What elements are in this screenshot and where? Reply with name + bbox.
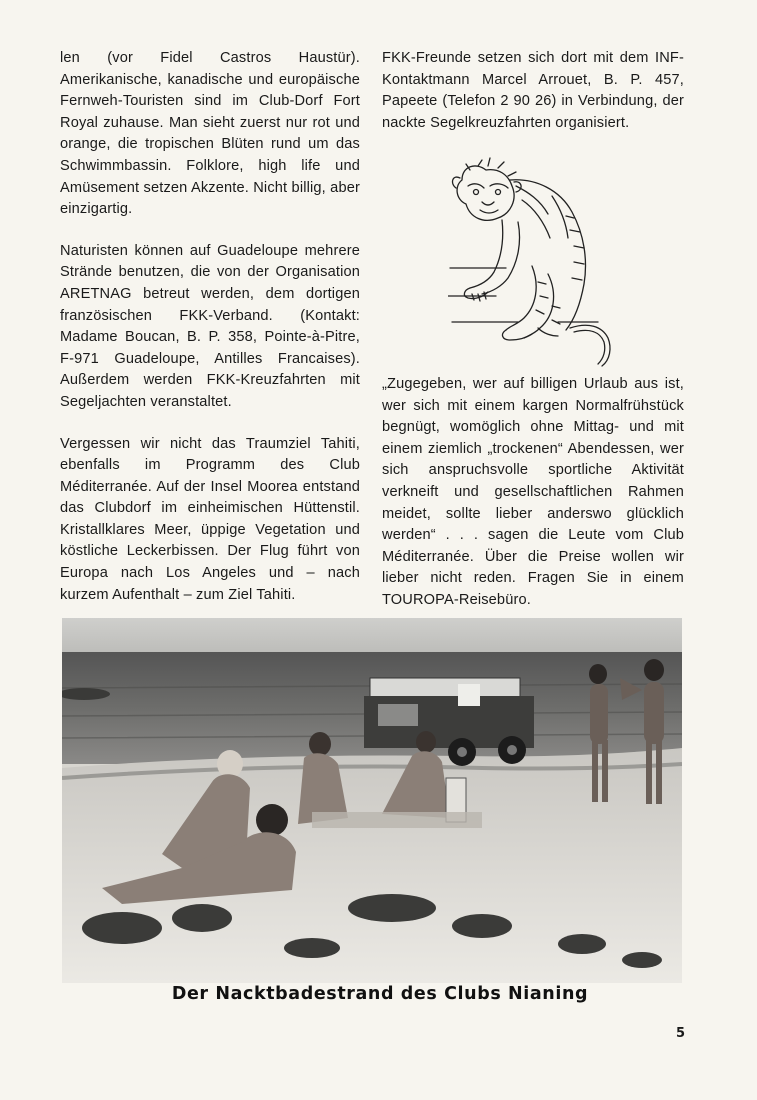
right-text-column (382, 48, 684, 154)
left-text-column (60, 48, 360, 626)
paragraph-tahiti: Vergessen wir nicht das Traumziel Tahiti, ebenfalls im Programm des Club Méditerranée. Auf der Insel Moorea entstand das Clubdorf im einheimischen Hüttenstil. Kristallklares Meer, üppige Vegetation und köstliche Leckerbissen. Der Flug führt von Europa nach Los Angeles und – nach kurzem Aufenthalt – zum Ziel Tahiti. (60, 435, 360, 603)
page-number: 5 (676, 1026, 686, 1041)
quote-paragraph: „Zugegeben, wer auf billigen Urlaub aus ist, wer sich mit einem kargen Normalfrühstück begnügt, womöglich ohne Mittag- und mit einem ziemlich „trockenen“ Abendessen, wer sich anspruchsvolle sportliche Aktivität verkneift und gesellschaftlichen Rahmen meidet, sollte lieber anderswo glücklich werden“ . . . sagen die Leute vom Club Méditerranée. Über die Preise wollen wir lieber nicht reden. Fragen Sie in einem TOUROPA-Reisebüro. (382, 376, 684, 608)
monkey-illustration (448, 156, 626, 370)
paragraph-guadeloupe: Naturisten können auf Guadeloupe mehrere Strände benutzen, die von der Organisation ARETNAG betreut werden, dem dortigen französischen FKK-Verband. (Kontakt: Madame Boucan, B. P. 358, Pointe-à-Pitre, F-971 Guadeloupe, Antilles Francaises). Außerdem werden FKK-Kreuzfahrten mit Segeljachten veranstaltet. (60, 242, 360, 410)
photo-caption: Der Nacktbadestrand des Clubs Nianing (171, 984, 589, 1004)
paragraph-fort-royal: len (vor Fidel Castros Haustür). Amerikanische, kanadische und europäische Fernweh-Touristen sind im Club-Dorf Fort Royal zuhause. Man sieht zuerst nur rot und orange, die tropischen Blüten rund um das Schwimmbassin. Folklore, high life und Amüsement setzen Akzente. Nicht billig, aber einzigartig. (60, 50, 360, 218)
beach-photo (62, 618, 682, 983)
paragraph-inf-contact: FKK-Freunde setzen sich dort mit dem INF-Kontaktmann Marcel Arrouet, B. P. 457, Papeete (Telefon 2 90 26) in Verbindung, der nackte Segelkreuzfahrten organisiert. (382, 50, 684, 131)
